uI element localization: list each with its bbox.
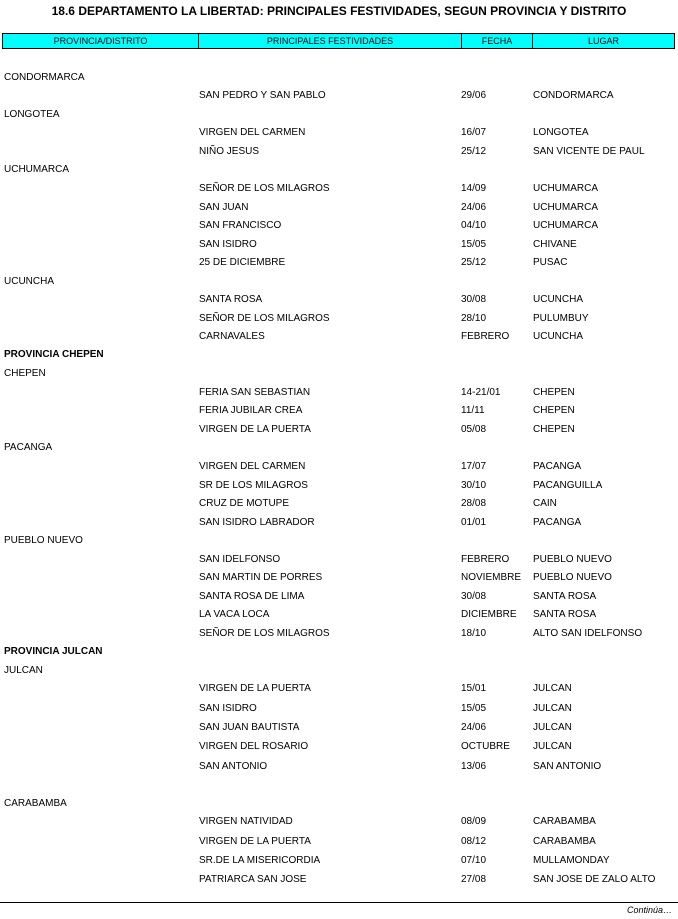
fecha-cell: 28/08 xyxy=(461,498,487,509)
lugar-cell: CHIVANE xyxy=(533,239,577,250)
table-row xyxy=(0,608,678,622)
fecha-cell: 15/05 xyxy=(461,703,487,714)
lugar-cell: PUSAC xyxy=(533,257,568,268)
lugar-cell: UCHUMARCA xyxy=(533,202,598,213)
fecha-cell: 08/09 xyxy=(461,816,487,827)
province-row xyxy=(0,645,678,659)
fecha-cell: 07/10 xyxy=(461,855,487,866)
table-row xyxy=(0,571,678,585)
fecha-cell: 27/08 xyxy=(461,874,487,885)
festividad-cell: FERIA JUBILAR CREA xyxy=(199,405,303,416)
fecha-cell: 17/07 xyxy=(461,461,487,472)
table-row xyxy=(0,873,678,887)
fecha-cell: 30/08 xyxy=(461,294,487,305)
fecha-cell: 15/05 xyxy=(461,239,487,250)
fecha-cell: 25/12 xyxy=(461,146,487,157)
lugar-cell: CONDORMARCA xyxy=(533,90,614,101)
fecha-cell: 24/06 xyxy=(461,722,487,733)
continua-note: Continúa… xyxy=(626,905,672,915)
lugar-cell: UCUNCHA xyxy=(533,331,583,342)
district-name: CARABAMBA xyxy=(4,798,67,809)
festividad-cell: SR DE LOS MILAGROS xyxy=(199,480,308,491)
table-row xyxy=(0,404,678,418)
festividad-cell: NIÑO JESUS xyxy=(199,146,260,157)
fecha-cell: 11/11 xyxy=(461,405,485,416)
lugar-cell: UCUNCHA xyxy=(533,294,583,305)
lugar-cell: JULCAN xyxy=(533,722,572,733)
table-row xyxy=(0,145,678,159)
fecha-cell: 30/10 xyxy=(461,480,487,491)
fecha-cell: 01/01 xyxy=(461,517,487,528)
table-row xyxy=(0,721,678,735)
table-row xyxy=(0,740,678,754)
header-fecha: FECHA xyxy=(462,34,533,48)
district-name: CHEPEN xyxy=(4,368,46,379)
district-row xyxy=(0,797,678,811)
table-row xyxy=(0,386,678,400)
district-name: LONGOTEA xyxy=(4,109,60,120)
table-row xyxy=(0,497,678,511)
district-row xyxy=(0,367,678,381)
lugar-cell: JULCAN xyxy=(533,683,572,694)
header-lugar: LUGAR xyxy=(587,36,619,46)
lugar-cell: PULUMBUY xyxy=(533,313,589,324)
fecha-cell: 15/01 xyxy=(461,683,487,694)
province-name: PROVINCIA JULCAN xyxy=(4,646,103,657)
table-row xyxy=(0,330,678,344)
table-row xyxy=(0,627,678,641)
festividad-cell: VIRGEN DE LA PUERTA xyxy=(199,836,311,847)
festividad-cell: FERIA SAN SEBASTIAN xyxy=(199,387,311,398)
festividad-cell: SAN MARTIN DE PORRES xyxy=(199,572,323,583)
festividad-cell: SAN ISIDRO xyxy=(199,239,257,250)
table-row xyxy=(0,682,678,696)
lugar-cell: LONGOTEA xyxy=(533,127,589,138)
table-row xyxy=(0,219,678,233)
fecha-cell: 29/06 xyxy=(461,90,487,101)
lugar-cell: ALTO SAN IDELFONSO xyxy=(533,628,643,639)
fecha-cell: 25/12 xyxy=(461,257,487,268)
province-name: PROVINCIA CHEPEN xyxy=(4,349,104,360)
lugar-cell: SAN JOSE DE ZALO ALTO xyxy=(533,874,656,885)
fecha-cell: 28/10 xyxy=(461,313,487,324)
lugar-cell: SAN VICENTE DE PAUL xyxy=(533,146,645,157)
festividad-cell: VIRGEN DE LA PUERTA xyxy=(199,424,311,435)
district-name: CONDORMARCA xyxy=(4,72,85,83)
fecha-cell: 16/07 xyxy=(461,127,487,138)
district-name: PUEBLO NUEVO xyxy=(4,535,83,546)
table-row xyxy=(0,553,678,567)
table-row xyxy=(0,423,678,437)
lugar-cell: SANTA ROSA xyxy=(533,609,597,620)
fecha-cell: 14-21/01 xyxy=(461,387,501,398)
page-title: 18.6 DEPARTAMENTO LA LIBERTAD: PRINCIPALES FESTIVIDADES, SEGUN PROVINCIA Y DISTRITO xyxy=(51,4,627,18)
district-row xyxy=(0,108,678,122)
festividad-cell: SEÑOR DE LOS MILAGROS xyxy=(199,183,330,194)
lugar-cell: CHEPEN xyxy=(533,424,575,435)
festividad-cell: CARNAVALES xyxy=(199,331,265,342)
footer-divider xyxy=(0,902,678,903)
district-name: PACANGA xyxy=(4,442,53,453)
lugar-cell: CARABAMBA xyxy=(533,816,596,827)
table-row xyxy=(0,293,678,307)
table-row xyxy=(0,854,678,868)
district-row xyxy=(0,71,678,85)
lugar-cell: MULLAMONDAY xyxy=(533,855,610,866)
fecha-cell: DICIEMBRE xyxy=(461,609,517,620)
table-row xyxy=(0,238,678,252)
festividad-cell: SEÑOR DE LOS MILAGROS xyxy=(199,313,330,324)
fecha-cell: FEBRERO xyxy=(461,331,510,342)
festividad-cell: VIRGEN DEL CARMEN xyxy=(199,461,306,472)
header-provincia-distrito: PROVINCIA/DISTRITO xyxy=(3,34,199,48)
fecha-cell: FEBRERO xyxy=(461,554,510,565)
fecha-cell: 08/12 xyxy=(461,836,487,847)
lugar-cell: CAIN xyxy=(533,498,557,509)
festividad-cell: SANTA ROSA DE LIMA xyxy=(199,591,305,602)
festividad-cell: SAN JUAN BAUTISTA xyxy=(199,722,300,733)
lugar-cell: JULCAN xyxy=(533,703,572,714)
festividad-cell: CRUZ DE MOTUPE xyxy=(199,498,289,509)
festividad-cell: 25 DE DICIEMBRE xyxy=(199,257,286,268)
table-row xyxy=(0,760,678,774)
festividad-cell: PATRIARCA SAN JOSE xyxy=(199,874,307,885)
fecha-cell: NOVIEMBRE xyxy=(461,572,522,583)
district-row xyxy=(0,163,678,177)
festividad-cell: SAN PEDRO Y SAN PABLO xyxy=(199,90,326,101)
festividad-cell: SAN FRANCISCO xyxy=(199,220,282,231)
lugar-cell: CHEPEN xyxy=(533,405,575,416)
table-row xyxy=(0,89,678,103)
district-row xyxy=(0,534,678,548)
table-row xyxy=(0,312,678,326)
table-row xyxy=(0,126,678,140)
table-row xyxy=(0,516,678,530)
lugar-cell: PACANGA xyxy=(533,517,582,528)
lugar-cell: UCHUMARCA xyxy=(533,220,598,231)
lugar-cell: CHEPEN xyxy=(533,387,575,398)
festividad-cell: LA VACA LOCA xyxy=(199,609,270,620)
district-name: UCUNCHA xyxy=(4,276,54,287)
table-row xyxy=(0,590,678,604)
district-name: JULCAN xyxy=(4,665,43,676)
fecha-cell: 30/08 xyxy=(461,591,487,602)
lugar-cell: PUEBLO NUEVO xyxy=(533,554,612,565)
fecha-cell: 24/06 xyxy=(461,202,487,213)
festividad-cell: VIRGEN DEL CARMEN xyxy=(199,127,306,138)
festividad-cell: VIRGEN DEL ROSARIO xyxy=(199,741,309,752)
lugar-cell: JULCAN xyxy=(533,741,572,752)
festividad-cell: SAN ISIDRO LABRADOR xyxy=(199,517,315,528)
festividad-cell: SAN IDELFONSO xyxy=(199,554,281,565)
lugar-cell: PACANGA xyxy=(533,461,582,472)
festividad-cell: SR.DE LA MISERICORDIA xyxy=(199,855,321,866)
table-header xyxy=(2,33,675,49)
lugar-cell: CARABAMBA xyxy=(533,836,596,847)
table-row xyxy=(0,815,678,829)
district-row xyxy=(0,441,678,455)
table-row xyxy=(0,256,678,270)
table-row xyxy=(0,460,678,474)
festividad-cell: SAN ANTONIO xyxy=(199,761,268,772)
table-row xyxy=(0,182,678,196)
fecha-cell: OCTUBRE xyxy=(461,741,510,752)
header-festividades: PRINCIPALES FESTIVIDADES xyxy=(199,34,462,48)
festividad-cell: SEÑOR DE LOS MILAGROS xyxy=(199,628,330,639)
fecha-cell: 18/10 xyxy=(461,628,487,639)
fecha-cell: 13/06 xyxy=(461,761,487,772)
table-row xyxy=(0,479,678,493)
lugar-cell: UCHUMARCA xyxy=(533,183,598,194)
province-row xyxy=(0,348,678,362)
festividad-cell: SAN ISIDRO xyxy=(199,703,257,714)
fecha-cell: 14/09 xyxy=(461,183,487,194)
festividad-cell: VIRGEN NATIVIDAD xyxy=(199,816,293,827)
lugar-cell: PACANGUILLA xyxy=(533,480,603,491)
festividad-cell: VIRGEN DE LA PUERTA xyxy=(199,683,311,694)
table-row xyxy=(0,201,678,215)
lugar-cell: PUEBLO NUEVO xyxy=(533,572,612,583)
table-row xyxy=(0,702,678,716)
fecha-cell: 04/10 xyxy=(461,220,487,231)
district-row xyxy=(0,664,678,678)
festividad-cell: SAN JUAN xyxy=(199,202,249,213)
district-name: UCHUMARCA xyxy=(4,164,69,175)
district-row xyxy=(0,275,678,289)
lugar-cell: SANTA ROSA xyxy=(533,591,597,602)
table-row xyxy=(0,835,678,849)
lugar-cell: SAN ANTONIO xyxy=(533,761,602,772)
festividad-cell: SANTA ROSA xyxy=(199,294,263,305)
fecha-cell: 05/08 xyxy=(461,424,487,435)
